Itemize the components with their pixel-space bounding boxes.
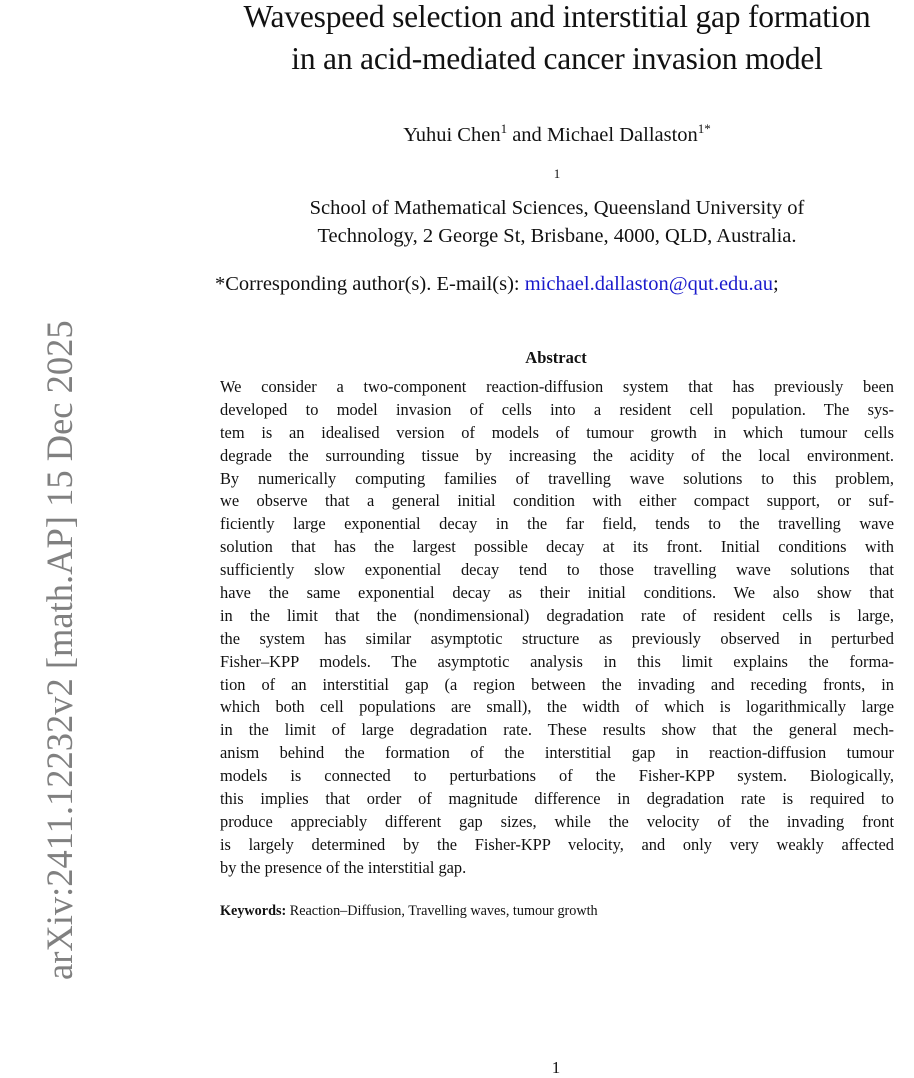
abstract-line: which both cell populations are small), the width of which is logarithmically large — [220, 697, 894, 717]
author-list — [200, 122, 914, 148]
keywords — [220, 901, 598, 921]
keywords-text: Reaction–Diffusion, Travelling waves, tumour growth — [286, 903, 598, 919]
affiliation-line-1 — [200, 166, 914, 222]
abstract-line: the system has similar asymptotic structure as previously observed in perturbed — [220, 628, 894, 648]
email-link[interactable]: michael.dallaston@qut.edu.au — [524, 273, 774, 295]
abstract-line: We consider a two-component reaction-diffusion system that has previously been — [220, 377, 894, 396]
author-name: Michael Dallaston — [546, 124, 698, 146]
title-line-1: Wavespeed selection and interstitial gap formation — [243, 0, 871, 34]
author-conjunction: and — [507, 124, 547, 146]
abstract-heading: Abstract — [525, 348, 587, 367]
author-name: Yuhui Chen — [403, 124, 501, 146]
page-number: 1 — [551, 1058, 561, 1077]
title-line-2: in an acid-mediated cancer invasion model — [291, 41, 823, 76]
abstract-line: by the presence of the interstitial gap. — [220, 857, 467, 877]
paper-title — [190, 0, 914, 80]
affiliation — [200, 166, 914, 250]
abstract-line: is largely determined by the Fisher-KPP velocity, and only very weakly affected — [220, 834, 894, 854]
corresponding-label: *Corresponding author(s). E-mail(s): — [215, 273, 525, 295]
keywords-label: Keywords: — [220, 903, 287, 919]
affiliation-text: School of Mathematical Sciences, Queensland University of — [309, 197, 805, 219]
abstract-line: this implies that order of magnitude difference in degradation rate is required to — [220, 789, 894, 809]
corresponding-suffix: ; — [773, 273, 779, 295]
corresponding-author — [215, 271, 779, 297]
abstract-line: tion of an interstitial gap (a region between the invading and receding fronts, in — [220, 674, 894, 694]
abstract-line: tem is an idealised version of models of tumour growth in which tumour cells — [220, 422, 894, 442]
affiliation-marker: 1 — [500, 121, 508, 136]
abstract-line: sufficiently slow exponential decay tend to those travelling wave solutions that — [220, 560, 894, 580]
abstract-line: developed to model invasion of cells into a resident cell population. The sys- — [220, 399, 894, 419]
abstract-line: Fisher–KPP models. The asymptotic analysis in this limit explains the forma- — [220, 651, 894, 671]
abstract-line: models is connected to perturbations of the Fisher-KPP system. Biologically, — [220, 766, 894, 786]
affiliation-line-2: Technology, 2 George St, Brisbane, 4000, QLD, Australia. — [317, 225, 797, 247]
abstract-line: degrade the surrounding tissue by increasing the acidity of the local environment. — [220, 445, 894, 465]
affiliation-marker: 1 — [553, 166, 561, 181]
affiliation-marker: 1* — [697, 121, 711, 136]
arxiv-identifier-stamp: arXiv:2411.12232v2 [math.AP] 15 Dec 2025 — [39, 320, 80, 980]
abstract-line: produce appreciably different gap sizes, while the velocity of the invading front — [220, 811, 894, 831]
abstract-body — [220, 376, 894, 880]
abstract-line: have the same exponential decay as their initial conditions. We also show that — [220, 583, 894, 603]
abstract-line: ficiently large exponential decay in the far field, tends to the travelling wave — [220, 514, 894, 534]
abstract-line: in the limit that the (nondimensional) degradation rate of resident cells is large, — [220, 605, 894, 625]
abstract-line: solution that has the largest possible decay at its front. Initial conditions with — [220, 537, 894, 557]
abstract-line: anism behind the formation of the interstitial gap in reaction-diffusion tumour — [220, 743, 894, 763]
abstract-line: we observe that a general initial condition with either compact support, or suf- — [220, 491, 894, 511]
abstract-line: in the limit of large degradation rate. These results show that the general mech- — [220, 720, 894, 740]
abstract-line: By numerically computing families of travelling wave solutions to this problem, — [220, 468, 894, 488]
